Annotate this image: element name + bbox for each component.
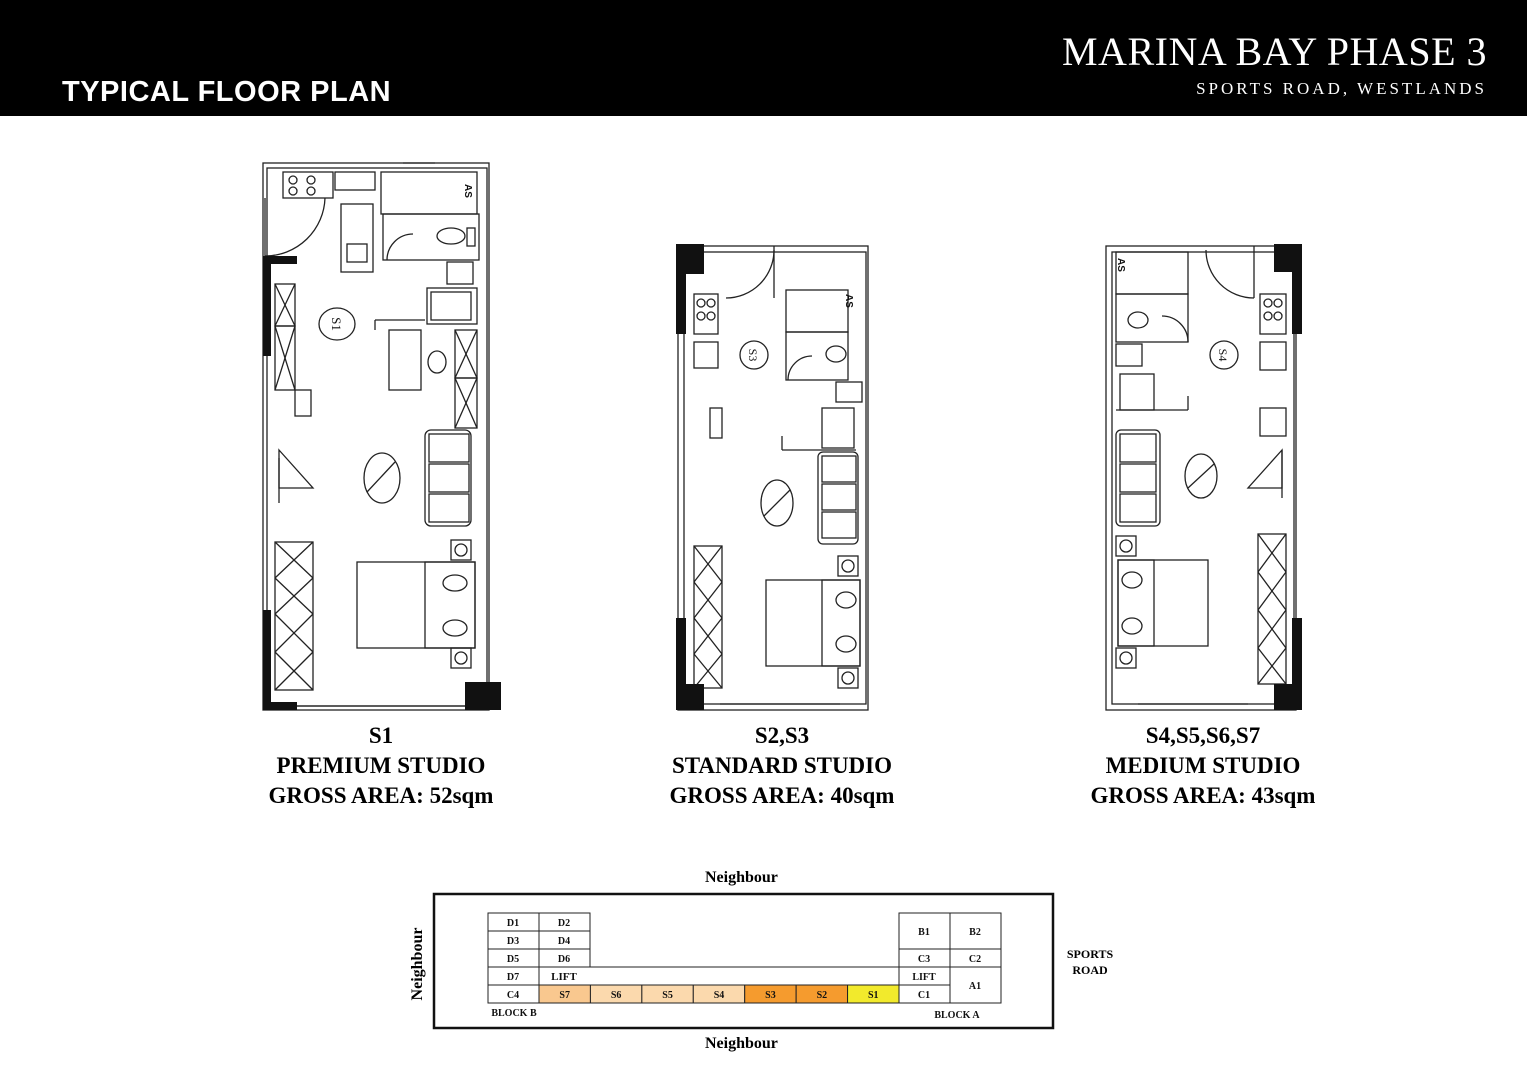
block-a-cell: B2 <box>969 927 981 938</box>
block-a-cell: A1 <box>968 981 982 992</box>
block-a-cell: C1 <box>917 990 931 1001</box>
unit-cell-label: S2 <box>816 990 828 1001</box>
road-label-line1: SPORTS <box>1066 947 1114 961</box>
unit-tag: S4 <box>1216 348 1230 362</box>
road-label-line2: ROAD <box>1072 963 1108 977</box>
unit-name: S4,S5,S6,S7 <box>1145 723 1261 748</box>
unit-tag: S1 <box>329 317 344 331</box>
block-b-cell: D3 <box>506 936 520 947</box>
block-a-cell: C3 <box>917 954 931 965</box>
shower-mark: AS <box>843 294 854 308</box>
unit-name: S1 <box>368 723 394 748</box>
shower-mark: AS <box>462 184 473 198</box>
block-b-lift: LIFT <box>551 971 577 983</box>
unit-tag: S3 <box>746 348 760 362</box>
block-b-cell: D4 <box>557 936 571 947</box>
unit-cell-label: S5 <box>662 990 673 1001</box>
unit-area: GROSS AREA: 43sqm <box>1090 783 1316 808</box>
block-a-cell: B1 <box>918 927 930 938</box>
section-title: TYPICAL FLOOR PLAN <box>62 76 392 108</box>
block-a-label: BLOCK A <box>934 1010 980 1021</box>
block-b-cell: D1 <box>506 918 520 929</box>
unit-cell-label: S6 <box>610 990 622 1001</box>
neighbour-top-label: Neighbour <box>705 869 778 886</box>
shower-mark: AS <box>1115 258 1126 272</box>
unit-type: STANDARD STUDIO <box>671 753 893 778</box>
unit-area: GROSS AREA: 40sqm <box>669 783 895 808</box>
unit-type: PREMIUM STUDIO <box>276 753 486 778</box>
project-title: MARINA BAY PHASE 3 <box>1061 29 1487 74</box>
block-b-cell: D6 <box>557 954 571 965</box>
unit-cell-label: S3 <box>765 990 776 1001</box>
unit-cell-label: S1 <box>868 990 879 1001</box>
block-b-cell: D5 <box>506 954 520 965</box>
unit-area: GROSS AREA: 52sqm <box>268 783 494 808</box>
unit-name: S2,S3 <box>754 723 810 748</box>
project-location: SPORTS ROAD, WESTLANDS <box>1196 79 1487 98</box>
block-b-cell: D7 <box>506 972 520 983</box>
neighbour-bottom-label: Neighbour <box>705 1035 778 1052</box>
block-a-lift: LIFT <box>912 972 936 983</box>
unit-cell-label: S7 <box>559 990 570 1001</box>
block-b-label: BLOCK B <box>491 1008 537 1019</box>
unit-type: MEDIUM STUDIO <box>1105 753 1301 778</box>
block-b-cell: D2 <box>557 918 571 929</box>
unit-cell-label: S4 <box>713 990 725 1001</box>
neighbour-left-label: Neighbour <box>409 927 426 1001</box>
block-b-cell: C4 <box>506 990 520 1001</box>
block-a-cell: C2 <box>968 954 982 965</box>
